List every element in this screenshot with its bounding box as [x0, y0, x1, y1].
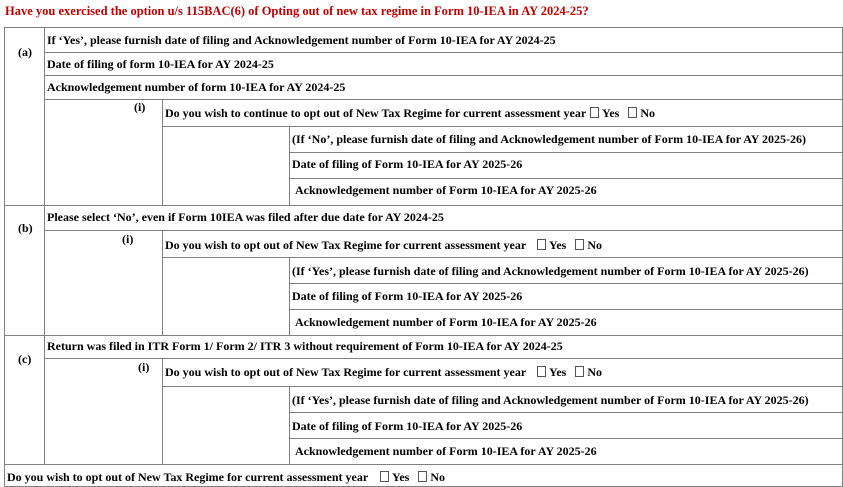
no-label: No — [587, 365, 602, 379]
sub-column-divider — [162, 99, 163, 205]
section-label: (a) — [18, 45, 32, 59]
final-question — [7, 470, 445, 484]
table-border — [4, 27, 5, 487]
section-c-sub-question — [165, 365, 602, 379]
section-divider — [4, 205, 843, 206]
section-b-sub-question — [165, 238, 602, 252]
detail-column-divider — [289, 386, 290, 465]
section-c-detail-date: Date of filing of Form 10-IEA for AY 2025-26 — [292, 419, 523, 433]
section-a-sub-question — [165, 106, 655, 120]
sub-item-label: (i) — [134, 100, 146, 114]
row-divider — [289, 283, 843, 284]
sub-question-text: Do you wish to opt out of New Tax Regime for current assessment year — [165, 365, 526, 379]
section-label: (c) — [18, 352, 32, 366]
final-question-text: Do you wish to opt out of New Tax Regime for current assessment year — [7, 470, 368, 484]
sub-item-label: (i) — [138, 360, 150, 374]
no-checkbox[interactable] — [575, 366, 584, 377]
section-label: (b) — [18, 221, 33, 235]
no-label: No — [587, 238, 602, 252]
row-divider — [44, 52, 843, 53]
row-divider — [289, 178, 843, 179]
row-divider — [289, 309, 843, 310]
yes-label: Yes — [601, 106, 620, 120]
section-b-row1: Please select ‘No’, even if Form 10IEA was filed after due date for AY 2024-25 — [47, 210, 444, 224]
section-b-detail-date: Date of filing of Form 10-IEA for AY 2025-26 — [292, 289, 523, 303]
row-divider — [162, 126, 843, 127]
no-label: No — [640, 106, 655, 120]
final-no-checkbox[interactable] — [418, 471, 427, 482]
section-c-detail-ack: Acknowledgement number of Form 10-IEA for AY 2025-26 — [295, 444, 597, 458]
label-column-divider — [44, 27, 45, 465]
row-divider — [44, 358, 843, 359]
final-no-label: No — [430, 470, 445, 484]
detail-column-divider — [289, 257, 290, 335]
section-a-detail-ack: Acknowledgement number of Form 10-IEA for AY 2025-26 — [295, 183, 597, 197]
detail-column-divider — [289, 126, 290, 205]
no-checkbox[interactable] — [575, 239, 584, 250]
yes-checkbox[interactable] — [590, 107, 599, 118]
section-divider — [4, 335, 843, 336]
row-divider — [44, 99, 843, 100]
row-divider — [162, 257, 843, 258]
section-a-row1: If ‘Yes’, please furnish date of filing and Acknowledgement number of Form 10-IEA for AY 2024-25 — [47, 33, 556, 47]
section-a-detail-date: Date of filing of Form 10-IEA for AY 2025-26 — [292, 157, 523, 171]
row-divider — [44, 230, 843, 231]
table-border — [4, 27, 843, 28]
section-a-detail-header: (If ‘No’, please furnish date of filing and Acknowledgement number of Form 10-IEA for AY 2025-26) — [292, 132, 807, 146]
no-checkbox[interactable] — [628, 107, 637, 118]
section-c-detail-header: (If ‘Yes’, please furnish date of filing and Acknowledgement number of Form 10-IEA for AY 2025-26) — [292, 393, 809, 407]
yes-checkbox[interactable] — [537, 366, 546, 377]
yes-label: Yes — [548, 238, 567, 252]
row-divider — [162, 386, 843, 387]
section-a-date-label: Date of filing of form 10-IEA for AY 2024-25 — [47, 57, 274, 71]
sub-column-divider — [162, 230, 163, 335]
sub-item-label: (i) — [122, 232, 134, 246]
yes-label: Yes — [548, 365, 567, 379]
row-divider — [44, 75, 843, 76]
row-divider — [289, 152, 843, 153]
section-b-detail-header: (If ‘Yes’, please furnish date of filing and Acknowledgement number of Form 10-IEA for AY 2025-26) — [292, 264, 809, 278]
final-yes-checkbox[interactable] — [380, 471, 389, 482]
sub-column-divider — [162, 358, 163, 465]
row-divider — [289, 438, 843, 439]
section-c-row1: Return was filed in ITR Form 1/ Form 2/ ITR 3 without requirement of Form 10-IEA for AY 2024-25 — [47, 339, 563, 353]
section-a-ack-label: Acknowledgement number of form 10-IEA for AY 2024-25 — [47, 80, 346, 94]
final-yes-label: Yes — [391, 470, 410, 484]
section-b-detail-ack: Acknowledgement number of Form 10-IEA for AY 2025-26 — [295, 315, 597, 329]
sub-question-text: Do you wish to continue to opt out of New Tax Regime for current assessment year — [165, 106, 586, 120]
section-divider — [4, 464, 843, 465]
yes-checkbox[interactable] — [537, 239, 546, 250]
sub-question-text: Do you wish to opt out of New Tax Regime for current assessment year — [165, 238, 526, 252]
form-question-title: Have you exercised the option u/s 115BAC(6) of Opting out of new tax regime in Form 10-IEA in AY 2024-25? — [5, 4, 589, 18]
row-divider — [289, 412, 843, 413]
